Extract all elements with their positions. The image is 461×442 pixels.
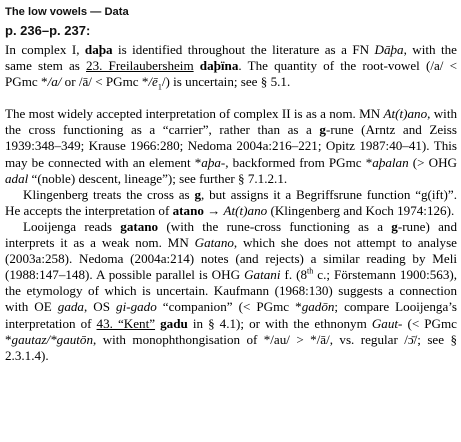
text: . The quantity of the root-vowel (/a/ < PGmc * xyxy=(5,58,457,90)
text: , backformed from PGmc * xyxy=(225,154,373,170)
runic-form: g xyxy=(319,122,326,138)
text: c.; Förstemann 1900:563), the etymology of which is uncertain. Kaufmann (1968:130) suggests a connection with OE xyxy=(5,267,457,315)
text: “(noble) descent, lineage”); see further § 7.1.2.1. xyxy=(28,170,288,186)
runic-form: gadu xyxy=(160,315,188,331)
inscription-link[interactable]: 23. Freilaubersheim xyxy=(86,58,194,74)
text: , which she does not attempt to analyse (2003a:258). Nedoma (2004a:214) notes (and rejects) a similar reading by Meli (1988:147–148). A possible parallel is OHG xyxy=(5,235,457,283)
paragraph-klingenberg xyxy=(5,187,457,219)
text: f. (8 xyxy=(280,267,308,283)
arrow-icon: → xyxy=(203,202,224,218)
text: “companion” (< PGmc * xyxy=(156,299,302,315)
paragraph-looijenga xyxy=(5,219,457,364)
name-form: Gatano xyxy=(194,235,234,251)
cognate-form: gi-gado xyxy=(116,299,157,315)
document-body xyxy=(5,42,457,364)
paragraph-complex-1 xyxy=(5,42,457,90)
page-range: p. 236–p. 237: xyxy=(5,23,91,38)
runic-form: atano xyxy=(172,202,204,218)
text: (with the rune-cross functioning as a xyxy=(158,218,392,234)
section-title: The low vowels — Data xyxy=(5,6,129,18)
text: in § 4.1); or with the ethnonym xyxy=(187,315,372,331)
text: (< PGmc * xyxy=(5,315,457,347)
text: -rune) and interprets it as a weak nom. MN xyxy=(5,218,457,251)
text: , but assigns it a Begriffsrune function “g(ift)”. He accepts the interpretation of xyxy=(5,186,457,218)
cognate-form: adal xyxy=(5,170,29,186)
name-form: At(t)ano xyxy=(223,202,268,218)
superscript: th xyxy=(307,266,314,276)
text: Looijenga reads xyxy=(23,218,121,234)
reconstruction: gadōn xyxy=(301,299,335,315)
inscription-link[interactable]: 43. “Kent” xyxy=(96,315,156,331)
runic-form: g xyxy=(391,218,398,234)
text: , with the cross functioning as a “carrier”, rather than as a xyxy=(5,106,458,138)
reconstruction: gautaz/*gautōn xyxy=(11,331,94,347)
text: or /ā/ < PGmc * xyxy=(61,74,149,90)
subscript: 1 xyxy=(157,82,162,92)
runic-form: daþïna xyxy=(199,58,239,74)
name-form: Gatani xyxy=(244,267,281,283)
reconstruction: /ē xyxy=(148,74,158,90)
text: Klingenberg treats the cross as xyxy=(23,186,195,202)
text: In complex I, xyxy=(5,42,85,57)
paragraph-complex-2 xyxy=(5,106,457,186)
name-form: Gaut- xyxy=(371,315,403,331)
text: (> OHG xyxy=(408,154,457,170)
runic-form: gatano xyxy=(120,218,159,234)
text: , OS xyxy=(83,299,117,315)
text: The most widely accepted interpretation of complex II is as a nom. MN xyxy=(5,106,384,122)
reconstruction: aþa- xyxy=(201,154,226,170)
name-form: Dāþa xyxy=(374,42,404,57)
reconstruction: aþalan xyxy=(372,154,409,170)
text: (Klingenberg and Koch 1974:126). xyxy=(267,202,455,218)
text: , with monophthongisation of */au/ > */ā/, vs. regular /ɔ̄/; see § 2.3.1.4). xyxy=(5,331,457,363)
text: ; compare Looijenga’s interpretation of xyxy=(5,299,457,331)
text: is identified throughout the literature as a FN xyxy=(112,42,375,57)
runic-form: g xyxy=(194,186,201,202)
text: /) is uncertain; see § 5.1. xyxy=(161,74,291,90)
reconstruction: /a/ xyxy=(47,74,62,90)
runic-form: daþa xyxy=(84,42,113,57)
paragraph-gap xyxy=(5,90,457,106)
name-form: At(t)ano xyxy=(383,106,428,122)
cognate-form: gada xyxy=(57,299,84,315)
text: -rune (Arntz and Zeiss 1939:348–349; Krause 1966:280; Nedoma 2004a:216–221; Opitz 1987:40–41). This may be connected with an element * xyxy=(5,122,457,170)
text: , with the same stem as xyxy=(5,42,457,74)
